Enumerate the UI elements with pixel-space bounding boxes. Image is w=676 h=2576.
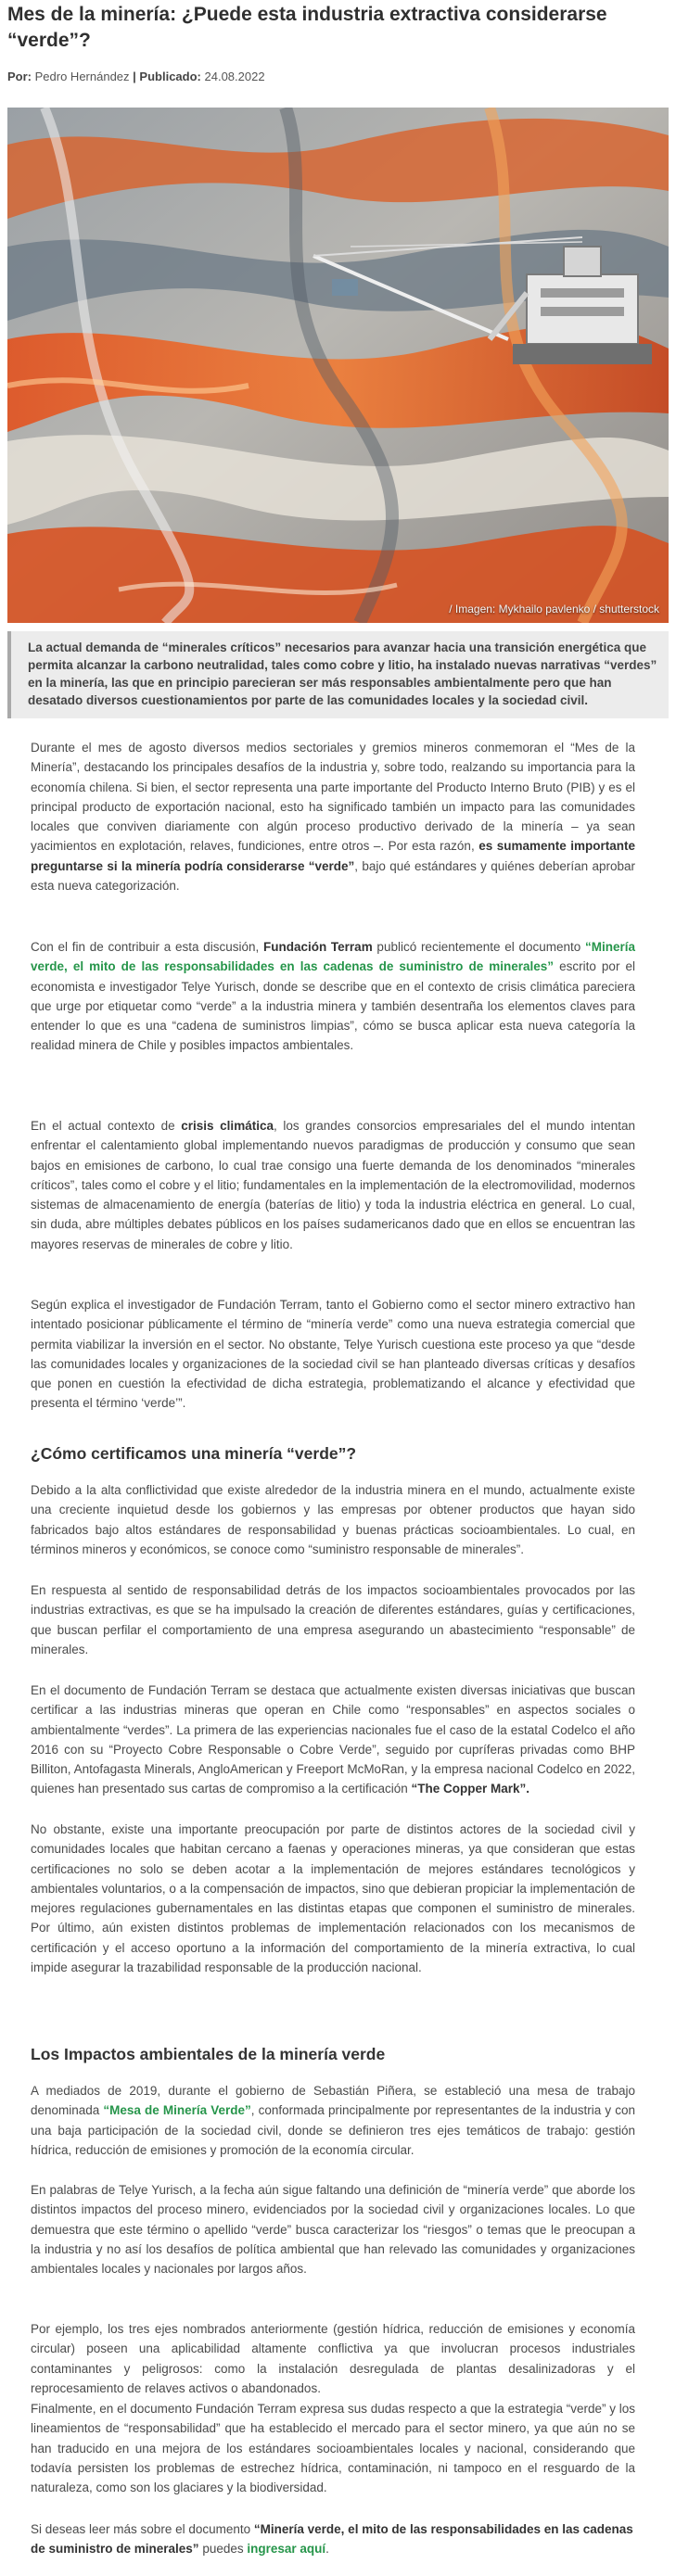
paragraph-6: En respuesta al sentido de responsabilidad detrás de los impactos socioambientales provocados por las industrias extractivas, es que se ha impulsado la creación de diferentes estándares, guías y certificaciones, que buscan perfilar el comportamiento de una empresa asegurando un abastecimiento “responsable” de minerales.: [31, 1583, 635, 1656]
paragraph-3: En el actual contexto de crisis climática, los grandes consorcios empresariales del el mundo intentan enfrentar el calentamiento global implementando nuevos paradigmas de producción y consumo que sean bajos en emisiones de carbono, lo cual trae consigo una fuerte demanda de los denominados “minerales críticos”, tales como el cobre y el litio; fundamentales en la implementación de la electromovilidad, modernos sistemas de almacenamiento de energía (baterías de litio) y toda la industria eléctrica en general. Lo cual, sin duda, abre múltiples debates públicos en los países sudamericanos dado que en ellos se encuentran las mayores reservas de minerales de cobre y litio.: [31, 1119, 635, 1251]
paragraph-9: A mediados de 2019, durante el gobierno de Sebastián Piñera, se estableció una mesa de trabajo denominada “Mesa de Minería Verde”, conformada principalmente por representantes de la industria y con una baja participación de la sociedad civil, donde se definieron tres ejes temáticos de trabajo: gestión hídrica, reducción de emisiones y promoción de la economía circular.: [31, 2084, 635, 2157]
section-heading-impactos: Los Impactos ambientales de la minería verde: [31, 2045, 386, 2063]
ingresar-aqui-link[interactable]: ingresar aquí: [247, 2542, 326, 2557]
article-meta: [7, 69, 265, 85]
article-title: Mes de la minería: ¿Puede esta industria extractiva considerarse “verde”?: [7, 4, 607, 51]
section-heading-certificacion: ¿Cómo certificamos una minería “verde”?: [31, 1444, 357, 1463]
paragraph-12: Finalmente, en el documento Fundación Terram expresa sus dudas respecto a que la estrategia “verde” y los lineamientos de “responsabilidad” que ha establecido el mercado para el sector minero, ya que aún no se han traducido en una mejora de los estándares socioambientales locales y nacional, considerando que todavía persisten los problemas de estrechez hídrica, contaminación, ni tampoco en el resguardo de la naturaleza, como son los glaciares y la biodiversidad.: [31, 2402, 635, 2495]
paragraph-2: Con el fin de contribuir a esta discusión, Fundación Terram publicó recientemente el documento “Minería verde, el mito de las responsabilidades en las cadenas de suministro de minerales” escrito por el economista e investigador Telye Yurisch, donde se describe que en el contexto de crisis climática pareciera que urge por etiquetar como “verde” a la industria minera y también desentraña los elementos claves para entender lo que es una “cadena de suministros limpias”, cómo se busca aplicar esta nueva categoría la realidad minera de Chile y posibles impactos ambientales.: [31, 940, 635, 1053]
hero-image: [7, 108, 669, 623]
paragraph-10: En palabras de Telye Yurisch, a la fecha aún sigue faltando una definición de “minería verde” que aborde los distintos impactos del proceso minero, evidenciados por la sociedad civil y organizaciones locales. Lo que demuestra que este término o apellido “verde” busca caracterizar los “riesgos” o temas que le preocupan a la industria y no así los desafíos de política ambiental que han relevado las comunidades y organizaciones ambientales locales y nacionales por largos años.: [31, 2183, 635, 2277]
meta-separator: |: [133, 70, 136, 83]
published-date: 24.08.2022: [204, 70, 265, 83]
author-name: Pedro Hernández: [34, 70, 130, 83]
image-credit: / Imagen: Mykhailo pavlenko / shutterstock: [449, 603, 659, 615]
published-label: Publicado:: [139, 70, 201, 83]
paragraph-7: En el documento de Fundación Terram se destaca que actualmente existen diversas iniciativas que buscan certificar a las industrias mineras que operan en Chile como “responsables” en aspectos sociales o ambientalmente “verdes”. La primera de las experiencias nacionales fue el caso de la estatal Codelco el año 2016 con su “Proyecto Cobre Responsable o Cobre Verde”, seguido por cupríferas privadas como BHP Billiton, Antofagasta Minerals, AngloAmerican y Freeport McMoRan, y la empresa nacional Codelco en 2022, quienes han presentado sus cartas de compromiso a la certificación “The Copper Mark”.: [31, 1683, 635, 1796]
paragraph-11: Por ejemplo, los tres ejes nombrados anteriormente (gestión hídrica, reducción de emisiones y economía circular) poseen una aplicabilidad altamente conflictiva ya que involucran procesos industriales contaminantes y peligrosos: como la instalación desregulada de plantas desalinizadoras y el reprocesamiento de relaves activos o abandonados.: [31, 2322, 635, 2395]
mesa-mineria-verde-link[interactable]: “Mesa de Minería Verde”: [103, 2103, 251, 2118]
paragraph-5: Debido a la alta conflictividad que existe alrededor de la industria minera en el mundo, actualmente existe una creciente inquietud desde los gobiernos y las empresas por obtener productos que hayan sido fabricados bajo altos estándares de responsabilidad y buenas prácticas socioambientales. Lo cual, en términos mineros y económicos, se conoce como “suministro responsable de minerales”.: [31, 1483, 635, 1556]
paragraph-1: Durante el mes de agosto diversos medios sectoriales y gremios mineros conmemoran el “Mes de la Minería”, destacando los principales desafíos de la industria y, sobre todo, realzando su importancia para la economía chilena. Si bien, el sector representa una parte importante del Producto Interno Bruto (PIB) y es el principal producto de exportación nacional, esto ha significado también un impacto para las comunidades locales que conviven diariamente con algún proceso productivo derivado de la minería – ya sean yacimientos en explotación, relaves, fundiciones, entre otros –. Por esta razón, es sumamente importante preguntarse si la minería podría considerarse “verde”, bajo qué estándares y quiénes deberían aprobar esta nueva categorización.: [31, 741, 635, 894]
paragraph-4: Según explica el investigador de Fundación Terram, tanto el Gobierno como el sector minero extractivo han intentado posicionar públicamente el término de “minería verde” como una nueva estrategia comercial que permita viabilizar la inversión en el sector. No obstante, Telye Yurisch cuestiona este proceso ya que “desde las comunidades locales y organizaciones de la sociedad civil se han planteado diversas críticas y desafíos que ponen en cuestión la efectividad de dicha estrategia, problematizando el alcance y efectividad que presenta el término ‘verde’”.: [31, 1298, 635, 1411]
author-label: Por:: [7, 70, 32, 83]
mining-landscape-illustration: [7, 108, 669, 623]
lead-summary: La actual demanda de “minerales críticos” necesarios para avanzar hacia una transición energética que permita alcanzar la carbono neutralidad, tales como cobre y litio, ha instalado nuevas narrativas “verdes” en la minería, las que en principio parecieran ser más responsables ambientalmente pero que han desatado diversos cuestionamientos por parte de las comunidades locales y la sociedad civil.: [7, 631, 669, 718]
document-link[interactable]: “Minería verde, el mito de las responsabilidades en las cadenas de suministro de minerales”: [31, 940, 635, 974]
paragraph-13: Si deseas leer más sobre el documento “Minería verde, el mito de las responsabilidades en las cadenas de suministro de minerales” puedes ingresar aquí.: [31, 2522, 633, 2557]
paragraph-8: No obstante, existe una importante preocupación por parte de distintos actores de la sociedad civil y comunidades locales que habitan cercano a faenas y operaciones mineras, ya que consideran que estas certificaciones no solo se deben acotar a la implementación de mejores estándares tecnológicos y ambientales voluntarios, o a la compensación de impactos, sino que debieran propiciar la implementación de mejores regulaciones gubernamentales en las distintas etapas que componen el suministro de minerales. Por último, aún existen distintos problemas de implementación relacionados con los mecanismos de certificación y el acceso oportuno a la información del comportamiento de la minería extractiva, lo cual impide asegurar la trazabilidad responsable de la producción nacional.: [31, 1822, 635, 1975]
